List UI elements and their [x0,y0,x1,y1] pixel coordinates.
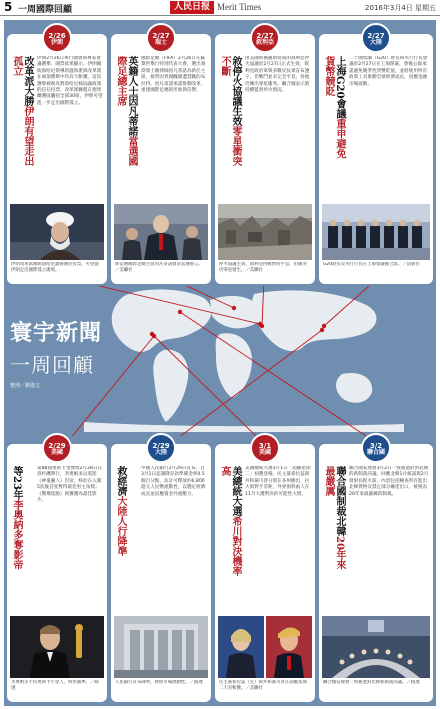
story-card-us-election[interactable] [215,444,315,702]
story-card-iran[interactable] [7,34,107,284]
date-badge: 2/27 瑞士 [146,23,176,53]
date-badge: 2/26 伊朗 [42,23,72,53]
story-headline: 救經濟大陸人行降準 [115,466,126,556]
story-headline: 改革派大勝伊朗有望走出孤立 [11,56,33,166]
story-body: 第88屆奧斯卡金像獎2月28日在洛杉磯舉行，李奧納多以電影《神鬼獵人》封帝，終於在入圍5次後首度奪得最佳男主角獎；《驚爆焦點》則獲選為最佳影片。 [37,466,103,504]
date-badge: 3/2 聯合國 [361,433,391,463]
date-badge: 2/29 美國 [42,433,72,463]
story-body: 由美國和俄羅斯促成的敘利亞停火協議於2月27日正式生效，敘利亞政府軍與多數反抗軍宣布遵守，但戰鬥並未完全平息，各地仍傳出零星衝突。聯合國表示將持續監督停火情況。 [245,56,310,94]
date-badge: 2/27 大陸 [361,23,391,53]
story-body: 伊朗2月26日舉行國會與專家會議選舉，開票結果顯示，伊朗總統魯哈尼領導的溫和派與改革派在兩項選舉中均有大斬獲。這次選舉被視為對魯哈尼核協議政策的信任投票，改革派聯盟在德黑蘭選區囊括全部30席，伊朗可望進一步走出國際孤立。 [37,56,103,106]
page-number: 5 [4,0,13,14]
story-photo[interactable] [10,616,104,678]
story-card-un-sanctions[interactable] [319,444,433,702]
issue-date: 2016年3月4日 星期五 [365,4,436,12]
story-caption: 停火協議生效，敘利亞內戰暫時平息，但衝突仍零星發生。／美聯社 [219,262,307,273]
story-photo[interactable] [322,616,430,678]
story-photo[interactable] [10,204,104,260]
story-card-fifa[interactable] [111,34,211,284]
story-caption: 新當選國際足總主席因凡蒂諾發表當選感言。／美聯社 [115,262,203,273]
feature-panel [4,20,436,706]
story-caption: 聯合國安理會一致通過對北韓新制裁決議。／路透 [323,680,420,685]
date-badge: 3/1 美國 [250,433,280,463]
story-caption: 民主黨希拉蕊（左）與共和黨川普在超級星期二大有斬獲。／美聯社 [219,680,307,691]
story-caption: G20財長及央行行長在上海會議後合影。／法新社 [323,262,420,267]
feature-subtitle: 一周回顧 [10,353,94,377]
story-body: 國際足總（FIFA）2月26日在蘇黎世舉行特別代表大會，選出義裔瑞士籍律師因凡蒂諾為新任主席，接替因貪腐醜聞遭禁職的布拉特。因凡蒂諾承諾推動改革，重建國際足總的形象與信譽。 [141,56,206,94]
date-badge: 2/27 敘利亞 [250,23,280,53]
story-photo[interactable] [322,204,430,260]
story-card-pboc[interactable] [111,444,211,702]
story-caption: 伊朗改革派總統魯哈尼讚揚選民投票，可望使伊朗走出國際孤立處境。 [11,262,99,273]
story-card-syria[interactable] [215,34,315,284]
story-card-oscars[interactable] [7,444,107,702]
story-headline: 聯合國制裁北韓20年來最嚴厲 [323,466,345,570]
newspaper-logo: 人民日报 [170,1,214,14]
story-body: 二十國集團（G20）財長和央行行長會議於2月27日在上海閉幕，會後公報承諾避免競爭性貨幣貶值，並將使用所有政策工具推動全球經濟成長，因應金融市場波動。 [349,56,428,87]
story-photo[interactable] [114,616,208,678]
story-body: 中國人民銀行2月29日宣布，自3月1日起調降存款準備金率0.5個百分點，估計可釋放約6,800億元人民幣流動性，以穩定經濟成長並因應資金外流壓力。 [141,466,206,497]
story-caption: 人民銀行宣布降準，釋放市場流動性。／路透 [115,680,203,685]
story-photo[interactable] [218,204,312,260]
feature-title: 寰宇新聞 [10,320,103,346]
story-headline: 上海G20會議重申避免貨幣競貶 [323,56,345,159]
story-caption: 李奧納多手持奧斯卡小金人，終於圓夢。／路透 [11,680,99,691]
feature-byline: 整理／劉逸文 [10,383,41,389]
date-badge: 2/29 大陸 [146,433,176,463]
page-header [0,0,440,16]
story-body: 美國總統大選3月1日「超級星期二」初選登場，民主黨希拉蕊與共和黨川普分別在多州勝出，拉大與對手差距，外界預料兩人在11月大選對決的可能性大增。 [245,466,311,497]
story-photo[interactable] [114,204,208,260]
story-body: 聯合國安理會3月2日一致通過針對北韓的新制裁決議，回應北韓1月核試與2月發射長程火箭，內容包括檢查所有進出北韓貨物及禁止部分礦產出口，被視為20年來最嚴厲的制裁。 [349,466,429,497]
feature-title-block [10,316,102,389]
newspaper-logo-sub: Merit Times [217,2,262,12]
story-headline: 敘停火協議生效零星衝突不斷 [219,56,241,166]
story-headline: 美總統大選希川對決機率高 [219,466,241,576]
story-headline: 英籍人士因凡蒂諾當選國際足總主席 [115,56,137,166]
section-title: 一周國際回顧 [18,5,73,15]
story-card-g20[interactable] [319,34,433,284]
story-photo[interactable] [218,616,312,678]
story-headline: 等23年李奧納多奪影帝 [11,466,22,570]
